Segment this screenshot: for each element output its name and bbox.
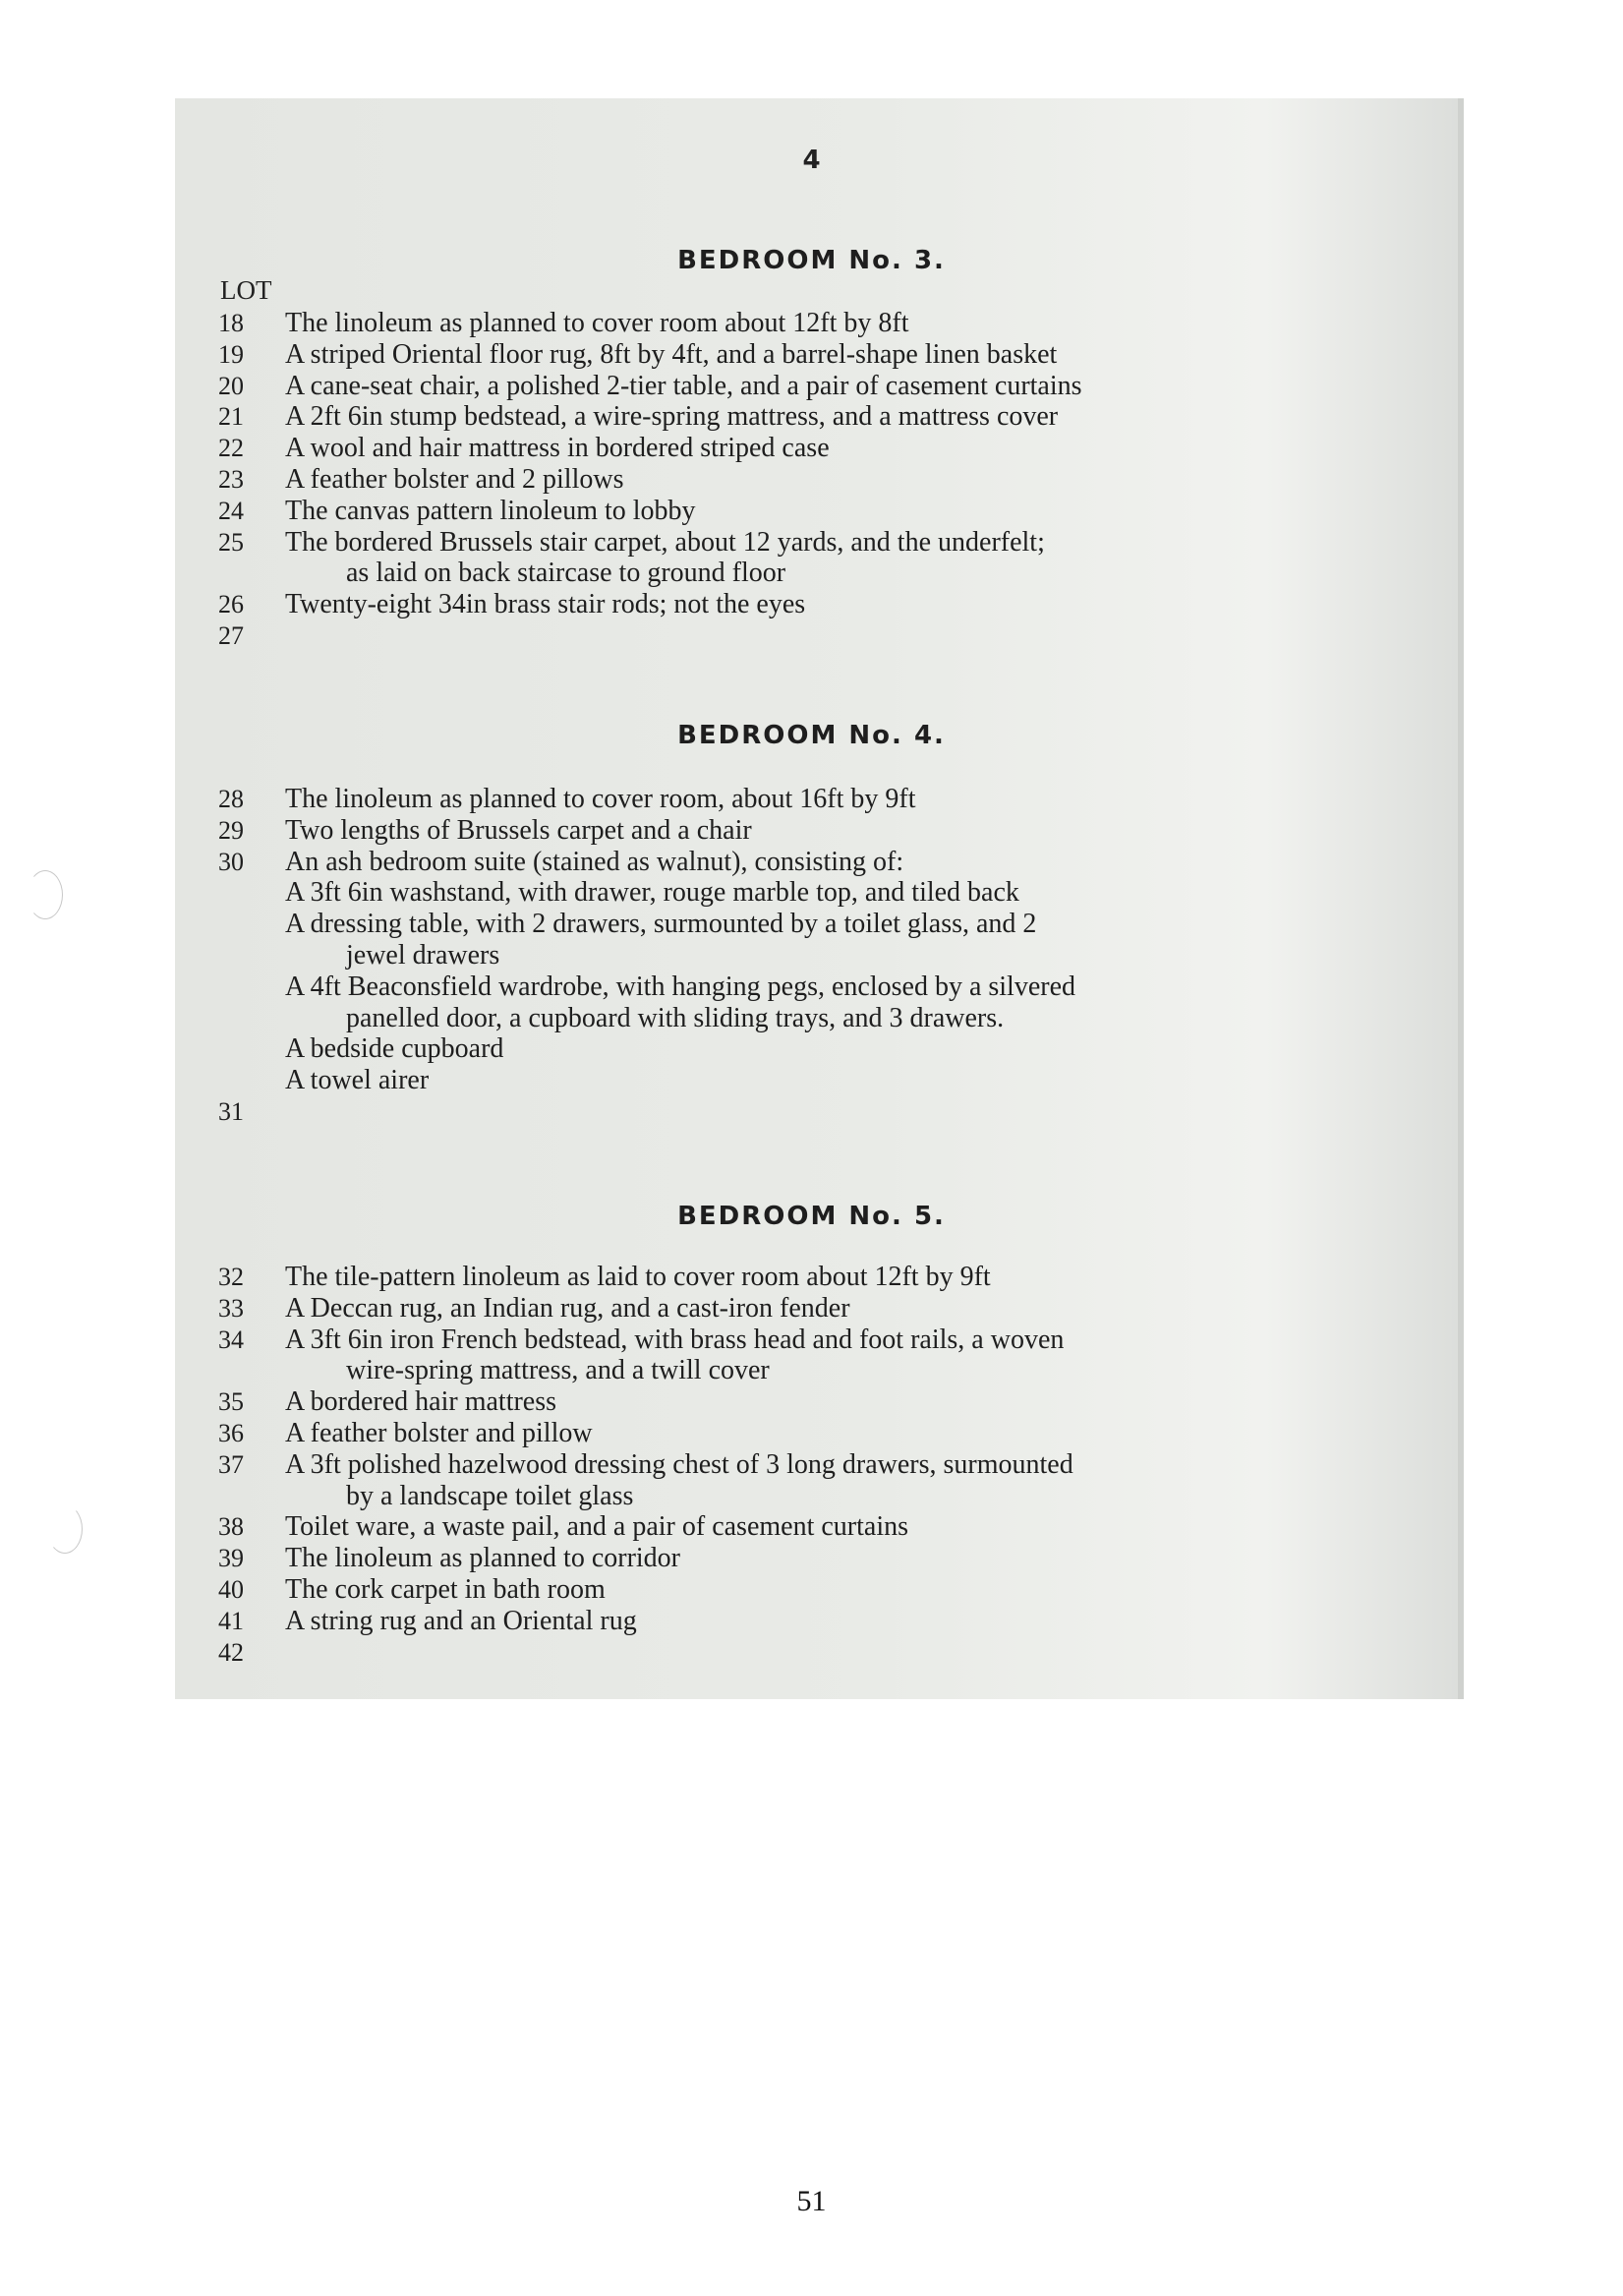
lot-description: jewel drawers — [346, 940, 500, 971]
lot-number: 20 — [218, 371, 244, 400]
lot-number: 28 — [218, 785, 244, 813]
lot-description: A Deccan rug, an Indian rug, and a cast-iron fender — [285, 1292, 850, 1324]
lot-number: 38 — [218, 1512, 244, 1542]
section-title-bedroom-5: BEDROOM No. 5. — [677, 1202, 946, 1231]
lot-description: A towel airer — [285, 1065, 430, 1096]
section-title-bedroom-3: BEDROOM No. 3. — [677, 246, 946, 275]
lot-description: Toilet ware, a waste pail, and a pair of casement curtains — [285, 1511, 908, 1543]
lot-number: 27 — [218, 621, 244, 650]
lot-number: 19 — [218, 339, 244, 369]
lot-number: 39 — [218, 1544, 244, 1573]
lot-number: 37 — [218, 1449, 244, 1479]
lot-number: 18 — [218, 309, 244, 337]
lot-number: 40 — [218, 1575, 244, 1604]
lot-number: 35 — [218, 1387, 244, 1417]
lot-number: 29 — [218, 815, 244, 845]
lot-description: The cork carpet in bath room — [285, 1574, 606, 1605]
lot-description: A 3ft 6in iron French bedstead, with brass head and foot rails, a woven — [285, 1324, 1065, 1355]
lot-description: A feather bolster and pillow — [285, 1418, 593, 1448]
lot-description: A string rug and an Oriental rug — [285, 1605, 637, 1636]
lot-description: A wool and hair mattress in bordered striped case — [285, 433, 830, 464]
lot-number: 42 — [218, 1637, 244, 1667]
section-title-bedroom-4: BEDROOM No. 4. — [677, 721, 946, 750]
lot-description: panelled door, a cupboard with sliding trays, and 3 drawers. — [346, 1002, 1005, 1033]
lot-description: A bedside cupboard — [285, 1033, 504, 1065]
lot-number: 33 — [218, 1293, 244, 1323]
punch-hole-top — [28, 870, 63, 919]
lot-number: 22 — [218, 434, 244, 463]
lot-description: A 3ft polished hazelwood dressing chest of 3 long drawers, surmounted — [285, 1448, 1073, 1480]
lot-number: 26 — [218, 590, 244, 619]
lot-description: An ash bedroom suite (stained as walnut), consisting of: — [285, 846, 904, 877]
lot-description: wire-spring mattress, and a twill cover — [346, 1355, 770, 1386]
lot-description: A dressing table, with 2 drawers, surmounted by a toilet glass, and 2 — [285, 909, 1037, 940]
lot-description: A 2ft 6in stump bedstead, a wire-spring mattress, and a mattress cover — [285, 401, 1059, 433]
lot-description: The linoleum as planned to corridor — [285, 1543, 680, 1574]
lot-description: The bordered Brussels stair carpet, about 12 yards, and the underfelt; — [285, 526, 1045, 558]
lot-description: as laid on back staircase to ground floor — [346, 558, 786, 589]
lot-description: A cane-seat chair, a polished 2-tier table, and a pair of casement curtains — [285, 370, 1082, 401]
lot-description: The canvas pattern linoleum to lobby — [285, 495, 696, 526]
lot-description: A feather bolster and 2 pillows — [285, 464, 624, 495]
lot-description: Two lengths of Brussels carpet and a chair — [285, 814, 752, 846]
lot-description: Twenty-eight 34in brass stair rods; not the eyes — [285, 589, 806, 620]
lot-description: by a landscape toilet glass — [346, 1480, 634, 1511]
lot-column-header: LOT — [220, 275, 272, 305]
lot-description: A bordered hair mattress — [285, 1386, 557, 1418]
lot-number: 23 — [218, 465, 244, 494]
lot-description: The linoleum as planned to cover room, about 16ft by 9ft — [285, 784, 916, 814]
lot-description: The linoleum as planned to cover room about 12ft by 8ft — [285, 308, 909, 338]
lot-number: 36 — [218, 1419, 244, 1447]
lot-number: 24 — [218, 496, 244, 525]
punch-hole-bottom — [47, 1504, 83, 1554]
lot-description: A 3ft 6in washstand, with drawer, rouge marble top, and tiled back — [285, 877, 1019, 909]
page-number-top: 4 — [802, 146, 821, 175]
lot-number: 25 — [218, 527, 244, 557]
lot-number: 31 — [218, 1097, 244, 1126]
lot-number: 32 — [218, 1263, 244, 1291]
lot-number: 30 — [218, 847, 244, 876]
lot-number: 34 — [218, 1325, 244, 1354]
lot-number: 41 — [218, 1606, 244, 1635]
lot-description: A 4ft Beaconsfield wardrobe, with hanging pegs, enclosed by a silvered — [285, 971, 1076, 1002]
lot-description: The tile-pattern linoleum as laid to cover room about 12ft by 9ft — [285, 1262, 991, 1292]
lot-number: 21 — [218, 402, 244, 432]
lot-description: A striped Oriental floor rug, 8ft by 4ft, and a barrel-shape linen basket — [285, 338, 1058, 370]
page-number-bottom: 51 — [796, 2185, 827, 2217]
